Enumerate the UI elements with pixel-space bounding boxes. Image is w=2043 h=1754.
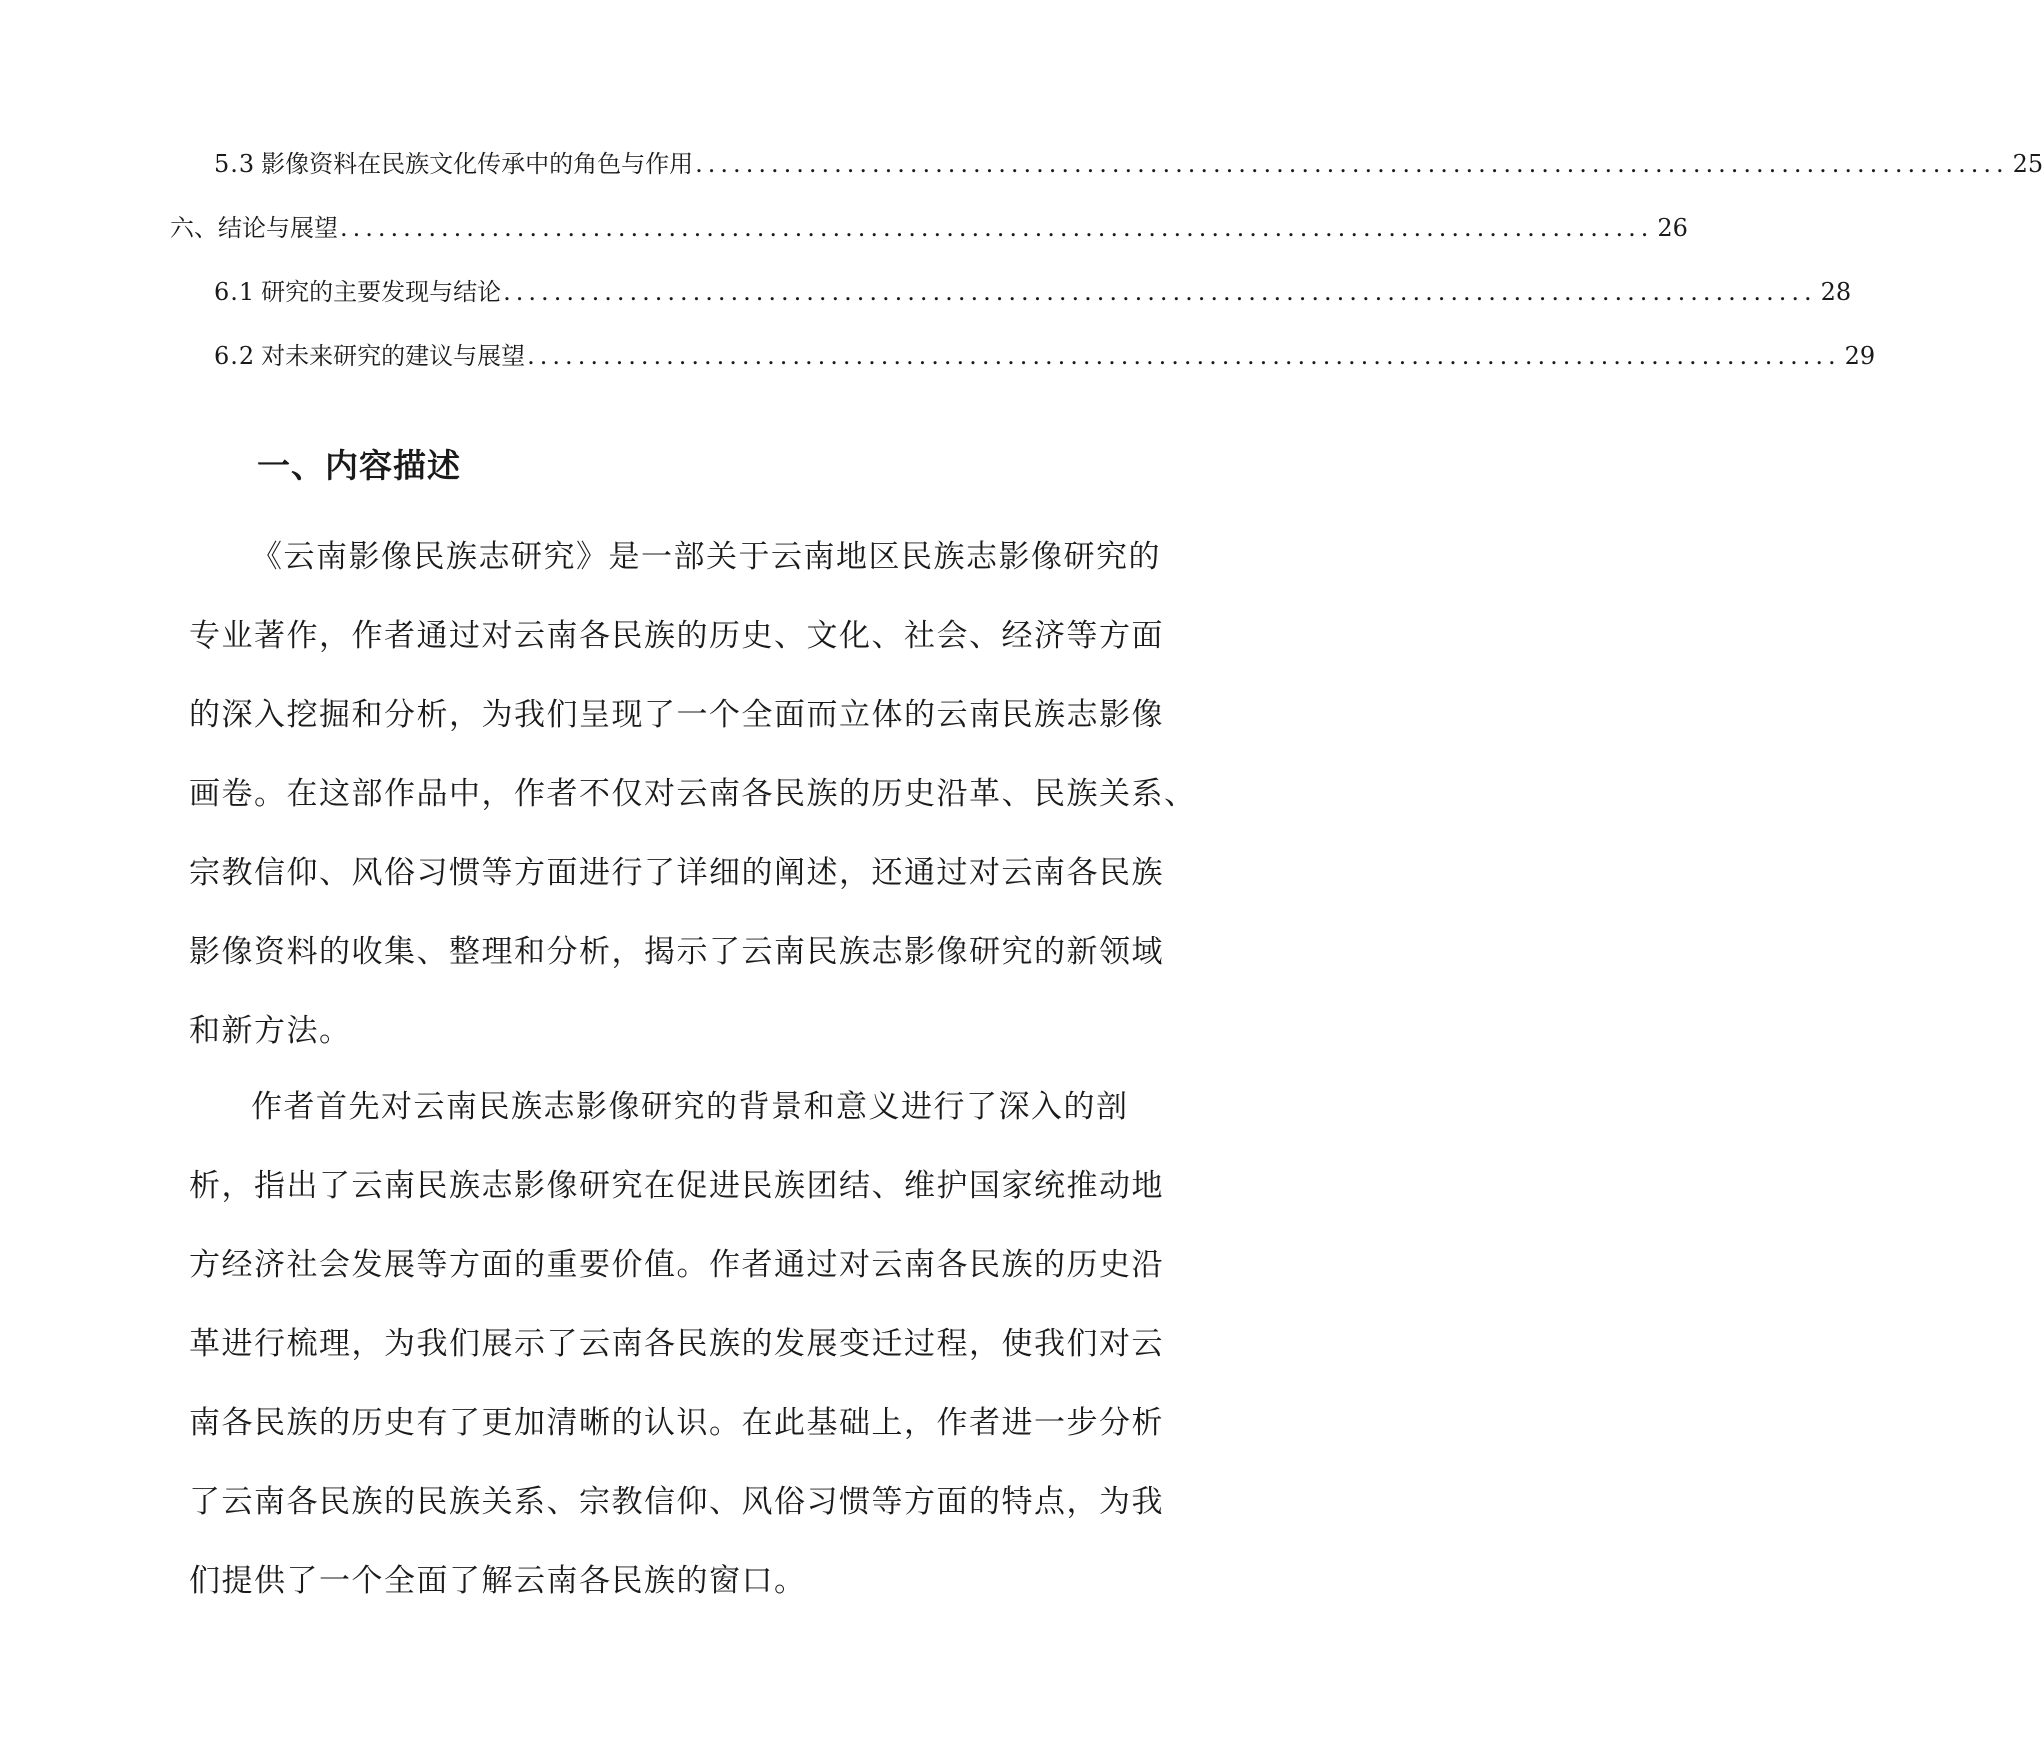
toc-entry-title: 研究的主要发现与结论 — [261, 278, 502, 306]
toc-entry-number: 6.2 — [214, 342, 256, 370]
paragraph-line: 画卷。在这部作品中，作者不仅对云南各民族的历史沿革、民族关系、 — [189, 776, 1197, 812]
toc-entry-page: 26 — [1657, 214, 1688, 242]
paragraph-line: 和新方法。 — [189, 1013, 352, 1049]
paragraph-line: 宗教信仰、风俗习惯等方面进行了详细的阐述，还通过对云南各民族 — [189, 855, 1164, 891]
paragraph-line: 革进行梳理，为我们展示了云南各民族的发展变迁过程，使我们对云 — [189, 1326, 1164, 1362]
toc-entry-number: 5.3 — [214, 150, 256, 178]
toc-entry-title: 对未来研究的建议与展望 — [261, 342, 526, 370]
toc-entry-title: 影像资料在民族文化传承中的角色与作用 — [261, 150, 694, 178]
toc-entry-page: 29 — [1844, 342, 1876, 370]
paragraph-line: 了云南各民族的民族关系、宗教信仰、风俗习惯等方面的特点，为我 — [189, 1484, 1164, 1520]
toc-entry[interactable] — [170, 212, 1688, 276]
toc-entry-title: 六、结论与展望 — [170, 214, 338, 242]
paragraph-line: 们提供了一个全面了解云南各民族的窗口。 — [189, 1563, 807, 1599]
paragraph-line: 的深入挖掘和分析，为我们呈现了一个全面而立体的云南民族志影像 — [189, 697, 1164, 733]
paragraph-line: 专业著作，作者通过对云南各民族的历史、文化、社会、经济等方面 — [189, 618, 1164, 654]
body-paragraph — [189, 1068, 1164, 1621]
section-heading: 一、内容描述 — [257, 446, 461, 485]
toc-dot-leader: ........................................................................................................ — [695, 150, 2009, 178]
toc-entry[interactable] — [189, 276, 1852, 340]
toc-entry[interactable] — [189, 148, 2043, 212]
paragraph-line: 南各民族的历史有了更加清晰的认识。在此基础上，作者进一步分析 — [189, 1405, 1164, 1441]
body-paragraph — [189, 518, 1197, 1071]
paragraph-line: 《云南影像民族志研究》是一部关于云南地区民族志影像研究的 — [251, 539, 1161, 575]
table-of-contents — [170, 148, 2043, 404]
toc-dot-leader: ........................................................................................................ — [527, 342, 1841, 370]
toc-entry-page: 28 — [1820, 278, 1852, 306]
toc-entry[interactable] — [189, 340, 1876, 404]
toc-entry-page: 25 — [2012, 150, 2043, 178]
paragraph-line: 方经济社会发展等方面的重要价值。作者通过对云南各民族的历史沿 — [189, 1247, 1164, 1283]
toc-entry-number: 6.1 — [214, 278, 256, 306]
paragraph-line: 影像资料的收集、整理和分析，揭示了云南民族志影像研究的新领域 — [189, 934, 1164, 970]
paragraph-line: 析，指出了云南民族志影像研究在促进民族团结、维护国家统推动地 — [189, 1168, 1164, 1204]
toc-dot-leader: ........................................................................................................ — [340, 214, 1654, 242]
toc-dot-leader: ........................................................................................................ — [503, 278, 1817, 306]
paragraph-line: 作者首先对云南民族志影像研究的背景和意义进行了深入的剖 — [251, 1089, 1129, 1125]
